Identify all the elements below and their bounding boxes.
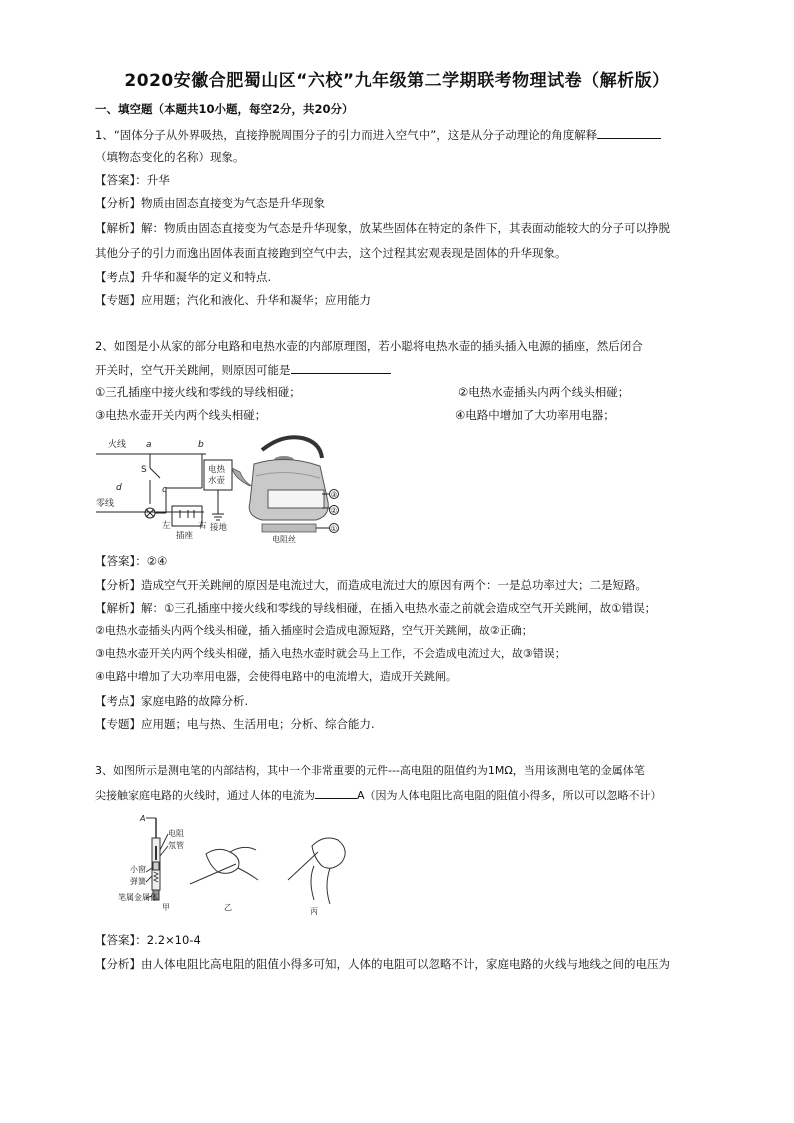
- label-resistor: 电阻: [168, 829, 184, 838]
- test-pen-structure: [146, 818, 168, 900]
- label-jia: 甲: [162, 903, 170, 912]
- label-live-wire: 火线: [108, 440, 127, 450]
- q2-answer-blank: [291, 361, 391, 374]
- q1-explanation-line2: 其他分子的引力而逸出固体表面直接跑到空气中去，这个过程其宏观表现是固体的升华现象。: [95, 246, 567, 260]
- q2-topic: 【专题】应用题；电与热、生活用电；分析、综合能力.: [95, 717, 375, 731]
- q3-figure: [118, 810, 358, 918]
- label-yi: 乙: [224, 903, 232, 912]
- label-metal-body: 笔属金属体: [118, 893, 158, 902]
- label-ground: 接地: [210, 523, 228, 533]
- q2-explanation-line4: ④电路中增加了大功率用电器，会使得电路中的电流增大，造成开关跳闸。: [95, 670, 457, 683]
- label-switch: S: [141, 465, 147, 475]
- q1-explanation-line1: 【解析】解：物质由固态直接变为气态是升华现象，放某些固体在特定的条件下，其表面动能较大的分子可以挣脱: [95, 221, 670, 235]
- label-socket: 插座: [176, 531, 194, 541]
- kettle-terminal-2: ②: [330, 506, 338, 515]
- kettle-terminal-1: ①: [330, 524, 338, 533]
- kettle-illustration: [232, 437, 339, 532]
- label-right: 右: [198, 521, 207, 531]
- label-spring: 弹簧: [130, 877, 146, 886]
- label-neon-tube: 氖管: [168, 841, 184, 850]
- label-c: c: [162, 485, 167, 495]
- kettle-box-line2: 水壶: [208, 476, 226, 486]
- q2-stem-line2: 开关时，空气开关跳闸，则原因可能是: [95, 361, 391, 378]
- kettle-box-line1: 电热: [208, 465, 226, 475]
- q2-option-4: ④电路中增加了大功率用电器；: [455, 408, 615, 422]
- q1-answer: 【答案】：升华: [95, 173, 170, 187]
- q1-answer-blank: [597, 126, 661, 139]
- label-left: 左: [162, 521, 171, 531]
- q2-option-1: ①三孔插座中接火线和零线的导线相碰；: [95, 385, 301, 399]
- q2-figure: [94, 432, 344, 546]
- hand-holding-pen-yi: [190, 847, 258, 884]
- q2-analysis: 【分析】造成空气开关跳闸的原因是电流过大，而造成电流过大的原因有两个：一是总功率过大；二是短路。: [95, 578, 647, 592]
- q2-stem-line1: 2、如图是小从家的部分电路和电热水壶的内部原理图，若小聪将电热水壶的插头插入电源的插座，然后闭合: [95, 339, 643, 353]
- q3-analysis: 【分析】由人体电阻比高电阻的阻值小得多可知，人体的电阻可以忽略不计，家庭电路的火线与地线之间的电压为: [95, 957, 670, 971]
- label-a: a: [146, 440, 152, 450]
- q1-stem-line1: 1、“固体分子从外界吸热，直接挣脱周围分子的引力而进入空气中”，这是从分子动理论的角度解释: [95, 126, 661, 143]
- q2-point: 【考点】家庭电路的故障分析.: [95, 694, 249, 708]
- q1-point: 【考点】升华和凝华的定义和特点.: [95, 270, 272, 284]
- q3-stem-line2: 尖接触家庭电路的火线时，通过人体的电流为 A（因为人体电阻比高电阻的阻值小得多，所以可以忽略不计）: [95, 786, 662, 804]
- q2-answer: 【答案】：②④: [95, 554, 168, 568]
- kettle-terminal-3: ③: [330, 490, 338, 499]
- label-neutral-wire: 零线: [96, 499, 115, 509]
- label-bing: 丙: [310, 907, 318, 916]
- q3-answer: 【答案】：2.2×10-4: [95, 933, 201, 947]
- q2-option-2: ②电热水壶插头内两个线头相碰；: [458, 385, 630, 399]
- q2-explanation-line1: 【解析】解：①三孔插座中接火线和零线的导线相碰，在插入电热水壶之前就会造成空气开关跳闸，故①错误；: [95, 601, 657, 615]
- q3-answer-blank: [315, 786, 357, 799]
- label-d: d: [116, 483, 122, 493]
- label-pen-tip-a: A: [140, 814, 146, 823]
- q3-stem-line1: 3、如图所示是测电笔的内部结构，其中一个非常重要的元件---高电阻的阻值约为1MΩ，当用该测电笔的金属体笔: [95, 764, 645, 777]
- q2-option-3: ③电热水壶开关内两个线头相碰；: [95, 408, 267, 422]
- q1-stem-line2: （填物态变化的名称）现象。: [95, 150, 245, 164]
- q2-explanation-line2: ②电热水壶插头内两个线头相碰，插入插座时会造成电源短路，空气开关跳闸，故②正确；: [95, 624, 533, 637]
- page-title: 2020安徽合肥蜀山区“六校”九年级第二学期联考物理试卷（解析版）: [124, 71, 670, 91]
- q1-analysis: 【分析】物质由固态直接变为气态是升华现象: [95, 196, 325, 210]
- label-resistor-wire: 电阻丝: [272, 535, 296, 544]
- hand-holding-pen-bing: [288, 838, 345, 904]
- section-heading: 一、填空题（本题共10小题，每空2分，共20分）: [95, 102, 354, 116]
- label-window: 小窗: [130, 865, 146, 874]
- q1-topic: 【专题】应用题；汽化和液化、升华和凝华；应用能力: [95, 293, 371, 307]
- label-b: b: [198, 440, 204, 450]
- q2-explanation-line3: ③电热水壶开关内两个线头相碰，插入电热水壶时就会马上工作，不会造成电流过大，故③错误；: [95, 647, 566, 660]
